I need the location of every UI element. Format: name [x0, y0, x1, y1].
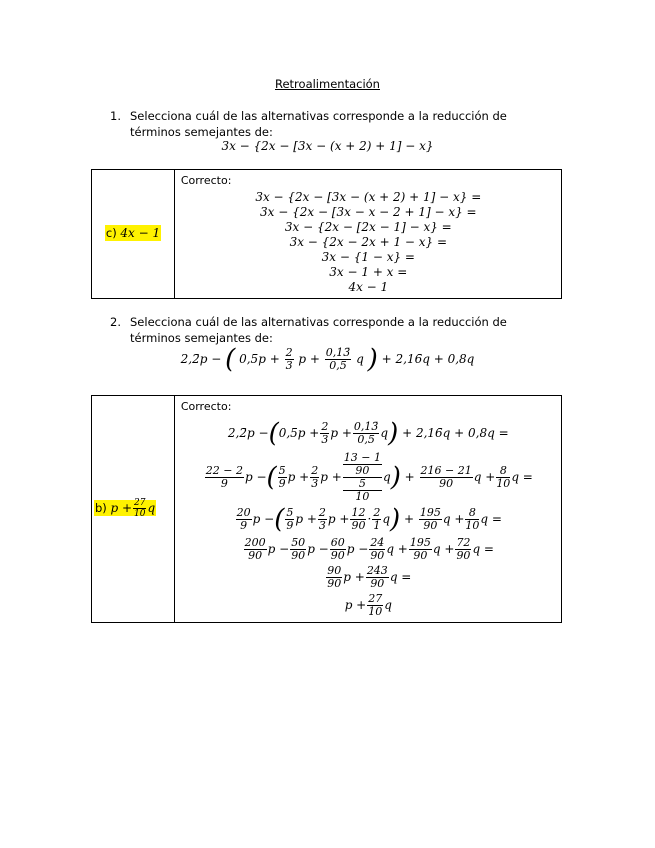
answer-2-highlight: b) p + $\frac{27}{10}$ q — [95, 498, 156, 519]
step-1-1: 3x − {2x − [3x − (x + 2) + 1] − x} = — [255, 190, 482, 204]
step-2-5: $\frac{90}{90}$ p + $\frac{243}{90}$ q = — [327, 564, 412, 590]
step-2-2: $\frac{22 - 2}{9}$ p −( $\frac{5}{9}$ p + $\frac{2}{3}$ p + 13 − 1 90 5 10 q) + $\frac{216 - 21}{90}$ q + $\frac{8}{10}$ q = — [205, 451, 533, 503]
answer-1-highlight — [105, 225, 161, 241]
question-1-expression: 3x − {2x − [3x − (x + 2) + 1] − x} — [221, 139, 434, 153]
question-2-text: Selecciona cuál de las alternativas corresponde a la reducción de términos semejantes de: — [130, 315, 507, 345]
question-2-expression: 2,2̄p − ( 0,5̄p + $\frac{2}{3}$ p + $\frac{0,13̄}{0,5}$ q ) + 2,16̄q + 0,8q — [180, 344, 475, 375]
question-1-text: Selecciona cuál de las alternativas corresponde a la reducción de términos semejantes de: — [130, 109, 507, 139]
answer-table-1 — [91, 169, 562, 299]
correct-label-2: Correcto: — [180, 400, 232, 413]
step-1-2: 3x − {2x − [3x − x − 2 + 1] − x} = — [260, 205, 477, 219]
solution-steps-2 — [175, 414, 562, 619]
step-2-1: 2,2̄p −(0,5̄p + $\frac{2}{3}$ p + $\frac{0,13̄}{0,5}$ q) + 2,16̄q + 0,8q = — [227, 418, 509, 449]
page-title: Retroalimentación — [275, 77, 380, 91]
answer-1-math: 4x − 1 — [120, 226, 161, 240]
step-1-3: 3x − {2x − [2x − 1] − x} = — [284, 220, 452, 234]
solution-cell-2 — [174, 396, 561, 623]
answer-cell-1 — [92, 170, 175, 299]
answer-2-letter: b) — [95, 501, 107, 515]
step-2-6: p + $\frac{27}{10}$ q — [344, 592, 392, 618]
step-1-4: 3x − {2x − 2x + 1 − x} = — [289, 235, 448, 249]
step-1-6: 3x − 1 + x = — [329, 265, 408, 279]
step-2-4: $\frac{200}{90}$ p − $\frac{50}{90}$ p − $\frac{60}{90}$ p − $\frac{24}{90}$ q + $\frac{195}{90}$ q + $\frac{72}{90}$ q = — [244, 536, 494, 562]
question-2-number: 2. — [110, 315, 121, 329]
question-2 — [110, 314, 540, 348]
answer-1-letter: c) — [105, 226, 117, 240]
question-1-number: 1. — [110, 109, 121, 123]
correct-label-1: Correcto: — [180, 174, 232, 187]
answer-table-2 — [91, 395, 562, 623]
step-2-3: $\frac{20}{9}$ p −( $\frac{5}{9}$ p + $\frac{2}{3}$ p + $\frac{12}{90}$ · $\frac{2}{1}$ q) + $\frac{195}{90}$ q + $\frac{8}{10}$ q = — [236, 504, 502, 535]
answer-cell-2 — [92, 396, 175, 623]
question-1 — [110, 108, 540, 142]
step-1-7: 4x − 1 — [348, 280, 389, 294]
step-1-5: 3x − {1 − x} = — [321, 250, 415, 264]
solution-cell-1 — [174, 170, 561, 299]
solution-steps-1 — [175, 190, 562, 295]
